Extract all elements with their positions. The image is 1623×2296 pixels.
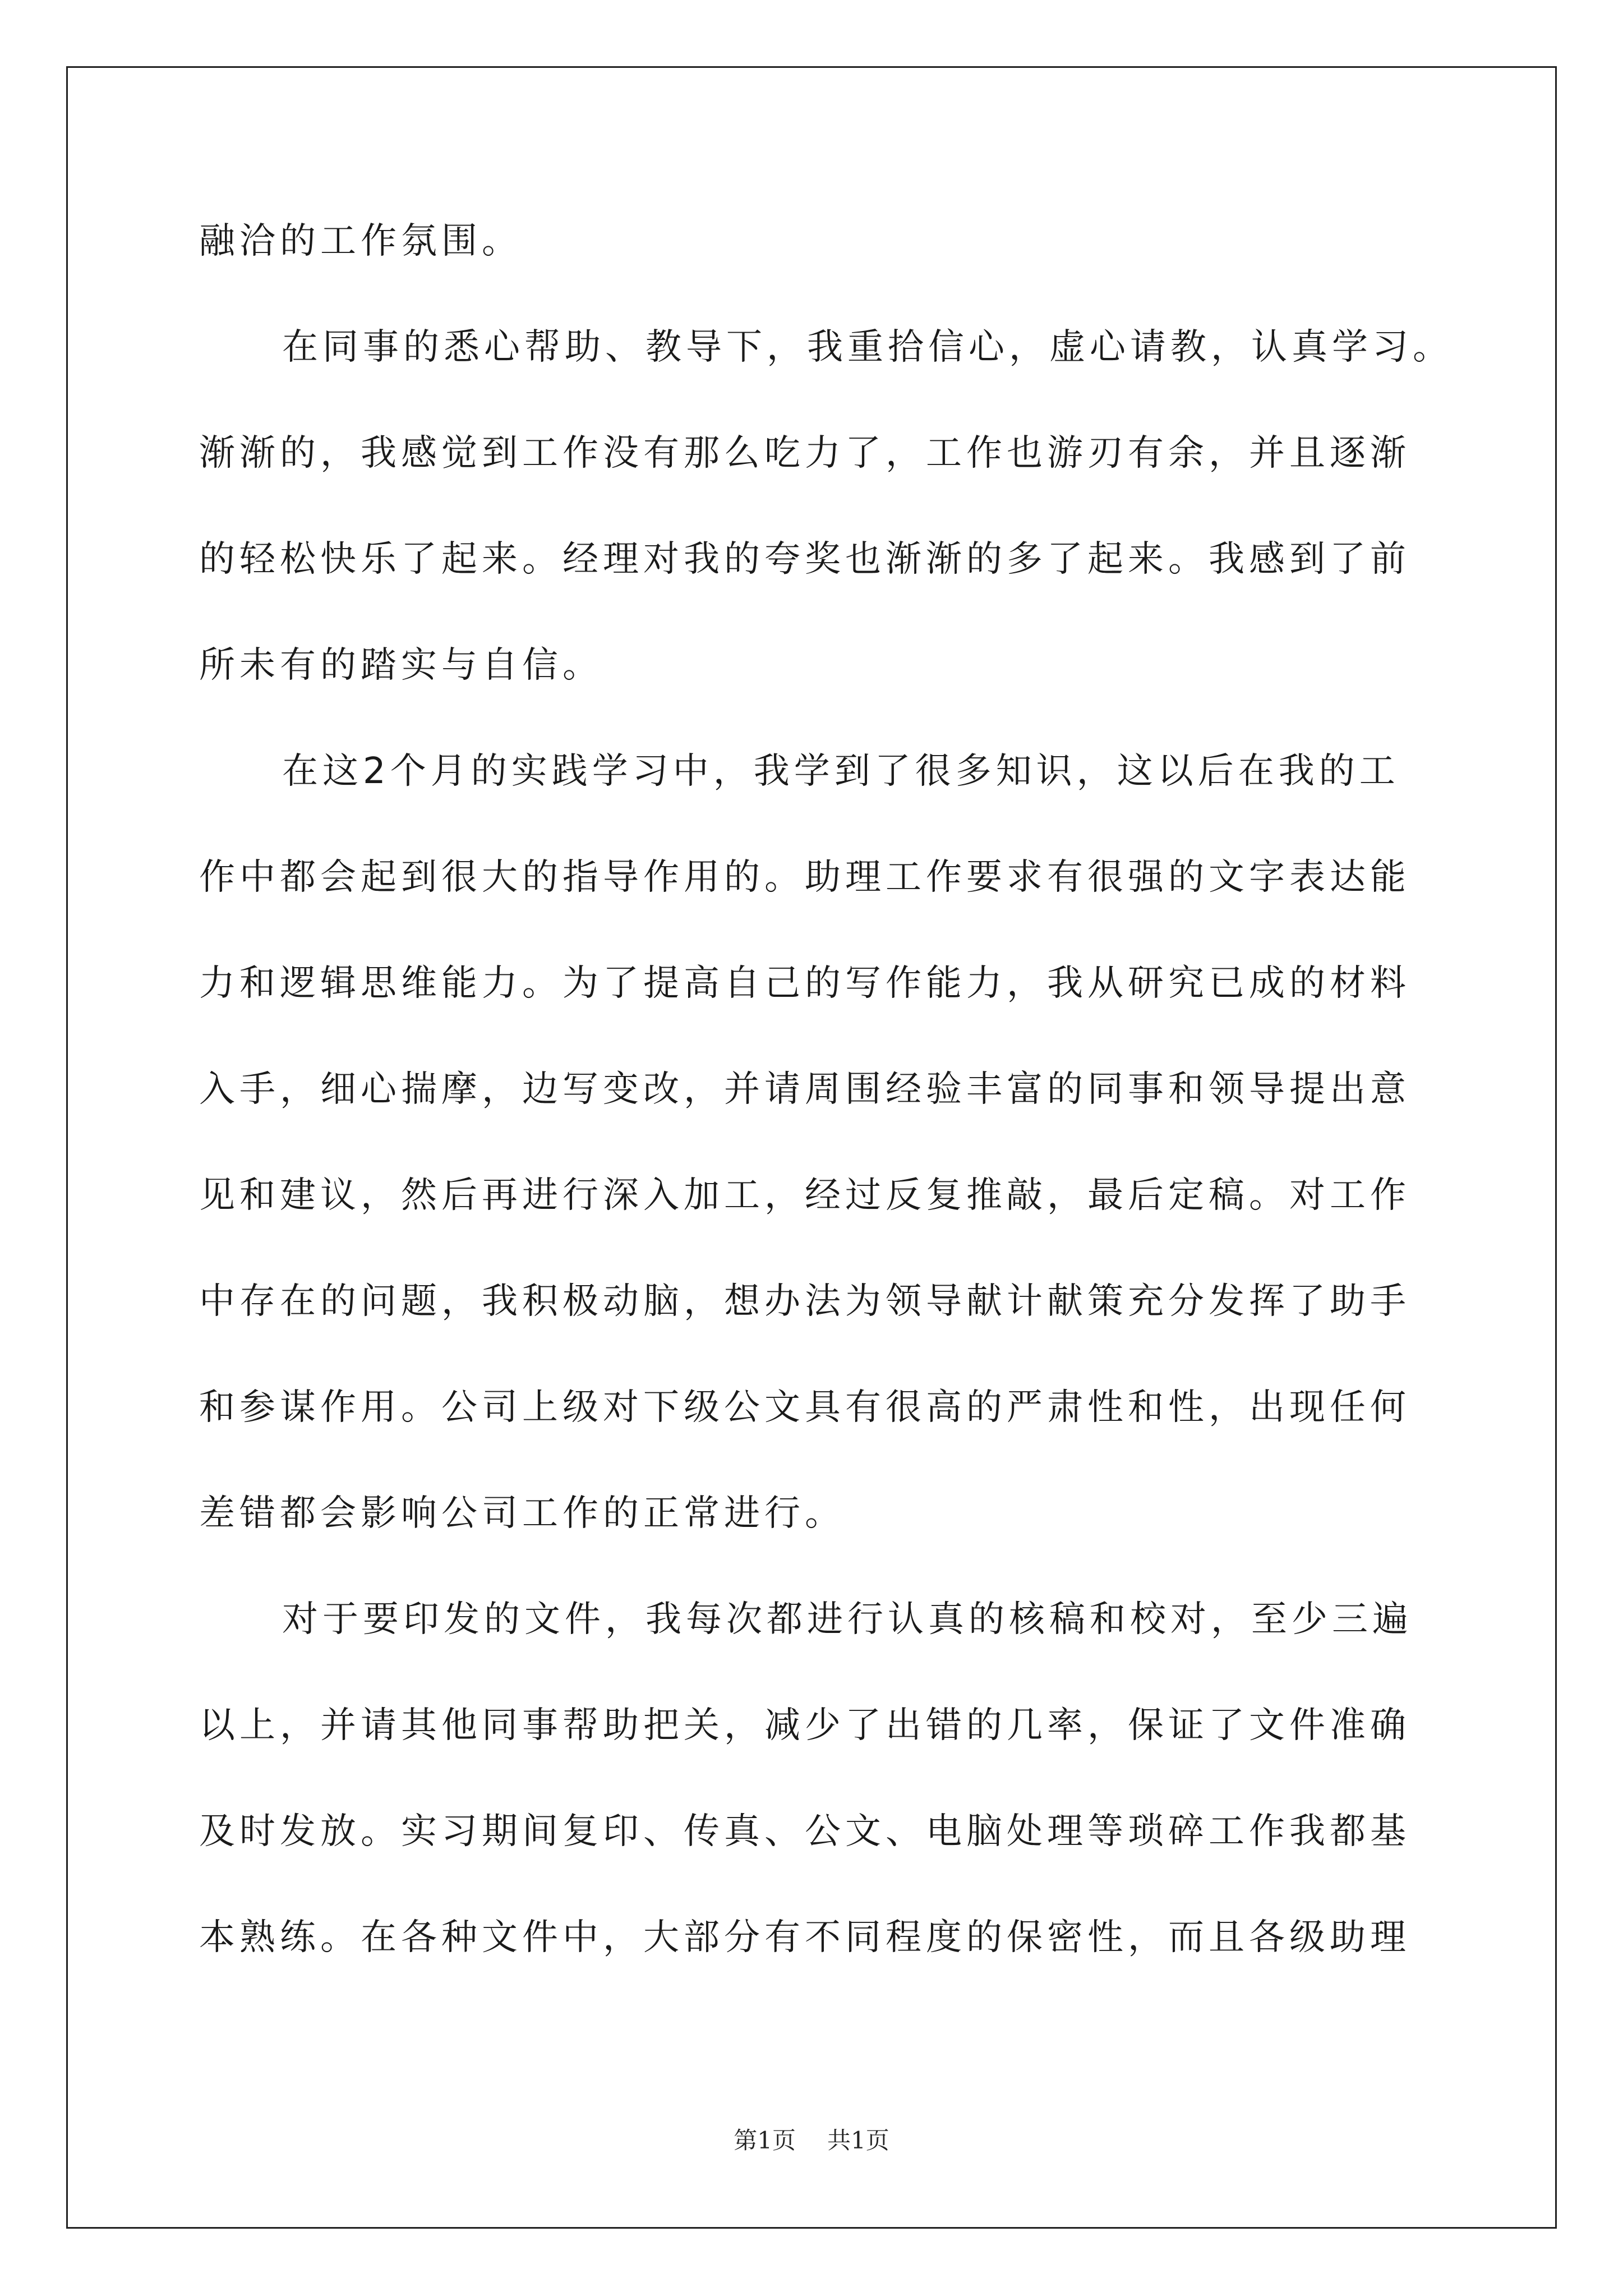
paragraph-start-line: 在同事的悉心帮助、教导下，我重拾信心，虚心请教，认真学习。 <box>282 326 1453 368</box>
document-body <box>199 208 1453 2010</box>
page-footer <box>0 2122 1623 2156</box>
page-number: 第1页 <box>734 2127 796 2154</box>
text-line: 作中都会起到很大的指导作用的。助理工作要求有很强的文字表达能 <box>199 857 1410 898</box>
text-line: 融洽的工作氛围。 <box>199 220 522 262</box>
text-line: 及时发放。实习期间复印、传真、公文、电脑处理等琐碎工作我都基 <box>199 1811 1410 1852</box>
text-line: 力和逻辑思维能力。为了提高自己的写作能力，我从研究已成的材料 <box>199 963 1410 1004</box>
page-total: 共1页 <box>827 2127 889 2154</box>
text-line: 入手，细心揣摩，边写变改，并请周围经验丰富的同事和领导提出意 <box>199 1069 1410 1110</box>
text-line: 渐渐的，我感觉到工作没有那么吃力了，工作也游刃有余，并且逐渐 <box>199 432 1410 474</box>
paragraph-start-line: 对于要印发的文件，我每次都进行认真的核稿和校对，至少三遍 <box>282 1599 1413 1640</box>
text-line: 和参谋作用。公司上级对下级公文具有很高的严肃性和性，出现任何 <box>199 1387 1410 1428</box>
text-line: 中存在的问题，我积极动脑，想办法为领导献计献策充分发挥了助手 <box>199 1281 1410 1322</box>
text-line: 所未有的踏实与自信。 <box>199 645 603 686</box>
text-line: 以上，并请其他同事帮助把关，减少了出错的几率，保证了文件准确 <box>199 1705 1410 1746</box>
text-line: 差错都会影响公司工作的正常进行。 <box>199 1493 845 1534</box>
text-line: 的轻松快乐了起来。经理对我的夸奖也渐渐的多了起来。我感到了前 <box>199 539 1410 580</box>
paragraph-start-line: 在这2个月的实践学习中，我学到了很多知识，这以后在我的工 <box>282 751 1400 792</box>
text-line: 本熟练。在各种文件中，大部分有不同程度的保密性，而且各级助理 <box>199 1917 1410 1958</box>
text-line: 见和建议，然后再进行深入加工，经过反复推敲，最后定稿。对工作 <box>199 1175 1410 1216</box>
